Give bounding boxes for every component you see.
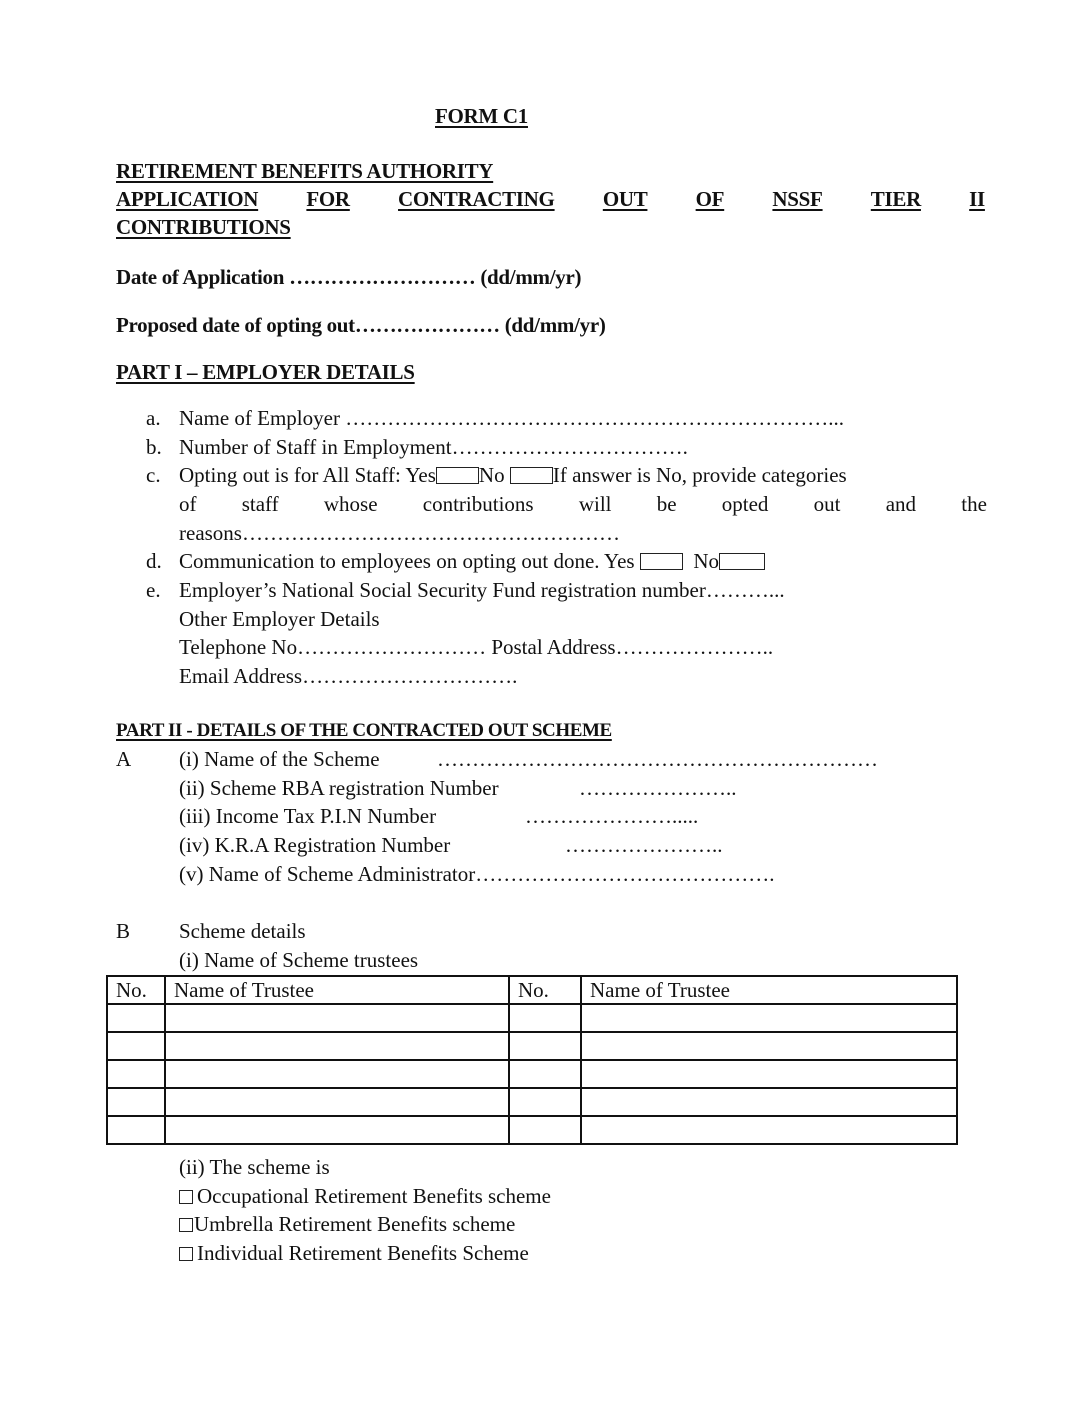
table-row [107,1116,957,1144]
table-header-row [107,976,957,1004]
item-d-line [179,549,765,574]
scheme-details-heading: Scheme details [179,919,306,943]
all-staff-yes-checkbox[interactable] [436,467,479,484]
contact-row [179,635,773,660]
staff-count-field[interactable]: Number of Staff in Employment……………………………. [179,435,688,459]
application-title-line1 [116,187,985,212]
trustee-name-cell[interactable] [581,1088,957,1116]
kra-registration-label: (iv) K.R.A Registration Number [179,833,451,857]
date-of-application-label: Date of Application [116,265,285,289]
text-word: contributions [422,492,534,516]
trustee-no-cell[interactable] [509,1060,581,1088]
trustee-name-cell[interactable] [165,1060,509,1088]
item-d-marker: d. [146,549,162,573]
title-word: II [969,187,985,211]
trustee-no-cell[interactable] [509,1032,581,1060]
text-word: out [813,492,841,516]
trustee-name-cell[interactable] [165,1116,509,1144]
administrator-row [179,862,775,887]
text-word: will [578,492,612,516]
trustee-no-cell[interactable] [107,1116,165,1144]
table-row [107,1004,957,1032]
application-title [116,187,985,212]
pin-number-field[interactable]: …………………..... [525,804,699,828]
date-format-hint: (dd/mm/yr) [504,313,606,337]
administrator-label: (v) Name of Scheme Administrator [179,862,476,886]
option-label: Individual Retirement Benefits Scheme [197,1241,529,1265]
scheme-name-field[interactable]: ……………………………………………………… [437,747,878,771]
form-code: FORM C1 [435,104,528,128]
header-no: No. [509,976,581,1004]
other-employer-details-heading: Other Employer Details [179,607,380,631]
checkbox-icon[interactable] [179,1218,193,1232]
communication-label: Communication to employees on opting out done. Yes [179,549,635,573]
trustee-name-cell[interactable] [581,1116,957,1144]
title-word: OUT [602,187,648,211]
trustee-name-cell[interactable] [581,1060,957,1088]
text-word: staff [241,492,279,516]
text-word: whose [323,492,378,516]
text-word: the [961,492,987,516]
no-label: No [478,463,505,487]
checkbox-icon[interactable] [179,1190,193,1204]
item-e-marker: e. [146,578,161,602]
trustee-name-cell[interactable] [165,1004,509,1032]
title-word: FOR [306,187,350,211]
trustee-no-cell[interactable] [107,1088,165,1116]
trustee-name-cell[interactable] [581,1004,957,1032]
date-of-application-row [116,265,581,290]
text-word: of [179,492,197,516]
trustee-name-cell[interactable] [165,1088,509,1116]
option-label: Occupational Retirement Benefits scheme [197,1184,551,1208]
text-word: opted [721,492,769,516]
administrator-field[interactable]: ……………………………………. [475,862,775,886]
text-word: and [885,492,917,516]
scheme-type-label: (ii) The scheme is [179,1155,330,1179]
all-staff-label: Opting out is for All Staff: Yes [179,463,436,487]
rba-registration-label: (ii) Scheme RBA registration Number [179,776,499,800]
pin-number-label: (iii) Income Tax P.I.N Number [179,804,437,828]
application-title-line2: CONTRIBUTIONS [116,215,291,239]
kra-registration-field[interactable]: ………………….. [565,833,723,857]
reasons-field[interactable]: reasons……………………………………………… [179,521,620,545]
trustees-label: (i) Name of Scheme trustees [179,948,419,972]
no-label: No [693,549,719,573]
item-c-marker: c. [146,463,161,487]
date-of-application-field[interactable]: ……………………… [284,265,481,289]
postal-address-field[interactable]: Postal Address………………….. [491,635,774,659]
trustee-no-cell[interactable] [107,1032,165,1060]
authority-title: RETIREMENT BENEFITS AUTHORITY [116,159,494,183]
nssf-registration-field[interactable]: Employer’s National Social Security Fund registration number………... [179,578,785,602]
part1-heading: PART I – EMPLOYER DETAILS [116,360,415,384]
email-address-field[interactable]: Email Address…………………………. [179,664,518,688]
trustee-name-cell[interactable] [165,1032,509,1060]
trustees-table [106,975,958,1145]
title-word: NSSF [772,187,823,211]
part2-heading: PART II - DETAILS OF THE CONTRACTED OUT SCHEME [116,720,612,741]
trustee-no-cell[interactable] [509,1116,581,1144]
telephone-field[interactable]: Telephone No……………………… [179,635,492,659]
item-c-line2 [179,492,987,517]
categories-instruction: If answer is No, provide categories [552,463,847,487]
trustee-no-cell[interactable] [509,1088,581,1116]
title-word: TIER [870,187,921,211]
table-row [107,1060,957,1088]
section-a-marker: A [116,747,132,771]
section-b-marker: B [116,919,131,943]
scheme-type-option-individual[interactable] [179,1241,529,1266]
option-label: Umbrella Retirement Benefits scheme [194,1212,516,1236]
proposed-date-field[interactable]: ………………… [354,313,505,337]
employer-name-field[interactable]: Name of Employer ……………………………………………………………... [179,406,844,430]
title-word: OF [695,187,725,211]
rba-registration-field[interactable]: ………………….. [579,776,737,800]
item-a-marker: a. [146,406,161,430]
scheme-name-label: (i) Name of the Scheme [179,747,380,771]
checkbox-icon[interactable] [179,1247,193,1261]
proposed-date-row [116,313,606,338]
date-format-hint: (dd/mm/yr) [480,265,582,289]
scheme-type-option-occupational[interactable] [179,1184,551,1209]
trustee-no-cell[interactable] [509,1004,581,1032]
trustee-no-cell[interactable] [107,1060,165,1088]
trustee-no-cell[interactable] [107,1004,165,1032]
table-row [107,1088,957,1116]
trustee-name-cell[interactable] [581,1032,957,1060]
item-c-line1 [179,463,847,488]
title-word: CONTRACTING [398,187,555,211]
proposed-date-label: Proposed date of opting out [116,313,355,337]
item-b-marker: b. [146,435,162,459]
all-staff-no-checkbox[interactable] [510,467,553,484]
scheme-type-option-umbrella[interactable] [179,1212,515,1237]
header-trustee-name: Name of Trustee [581,976,957,1004]
header-trustee-name: Name of Trustee [165,976,509,1004]
communication-yes-checkbox[interactable] [640,553,683,570]
title-word: APPLICATION [116,187,259,211]
header-no: No. [107,976,165,1004]
table-row [107,1032,957,1060]
communication-no-checkbox[interactable] [719,553,765,570]
text-word: be [656,492,677,516]
